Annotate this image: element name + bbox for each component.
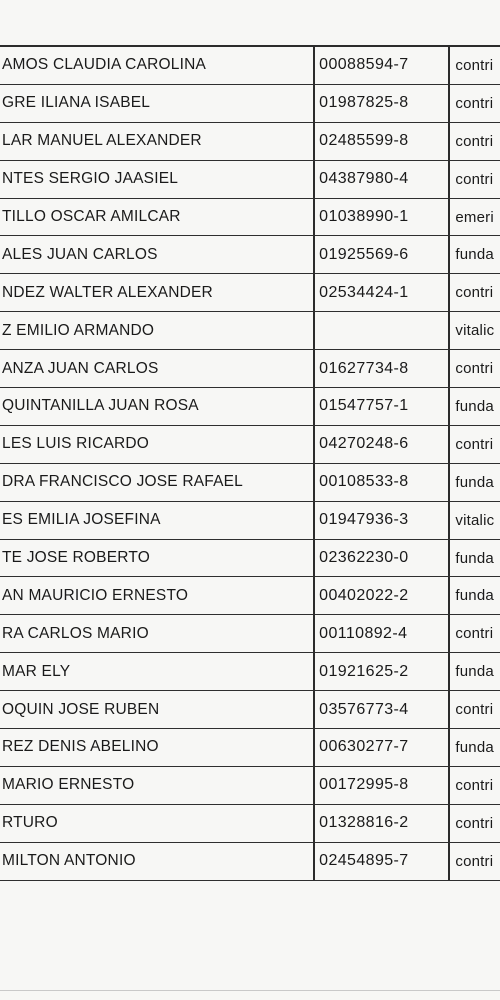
table-row bbox=[0, 161, 500, 199]
member-id-cell: 00110892-4 bbox=[315, 615, 450, 652]
table-row bbox=[0, 540, 500, 578]
member-name-cell: Z EMILIO ARMANDO bbox=[0, 312, 315, 349]
member-name-cell: ALES JUAN CARLOS bbox=[0, 236, 315, 273]
table-row bbox=[0, 653, 500, 691]
member-name-cell: MILTON ANTONIO bbox=[0, 843, 315, 880]
member-status-cell: contri bbox=[455, 284, 494, 302]
member-status-cell: contri bbox=[455, 435, 494, 453]
table-row bbox=[0, 47, 500, 85]
table-row bbox=[0, 464, 500, 502]
member-name-cell: AN MAURICIO ERNESTO bbox=[0, 577, 315, 614]
member-status-cell: contri bbox=[455, 814, 494, 832]
member-id-cell: 01987825-8 bbox=[315, 85, 450, 122]
member-name-cell: MAR ELY bbox=[0, 653, 315, 690]
member-id-cell: 04270248-6 bbox=[315, 426, 450, 463]
member-status-cell: vitalic bbox=[455, 322, 495, 340]
member-id-cell: 00088594-7 bbox=[315, 47, 450, 84]
member-id-cell: 03576773-4 bbox=[315, 691, 450, 728]
member-status-cell: emeri bbox=[455, 208, 494, 226]
table-row bbox=[0, 350, 500, 388]
member-status-cell: vitalic bbox=[455, 511, 495, 529]
table-row bbox=[0, 426, 500, 464]
member-id-cell: 02534424-1 bbox=[315, 274, 450, 311]
member-name-cell: TILLO OSCAR AMILCAR bbox=[0, 199, 315, 236]
member-id-cell: 00630277-7 bbox=[315, 729, 450, 766]
member-id-cell: 00108533-8 bbox=[315, 464, 450, 501]
member-status-cell: contri bbox=[455, 56, 494, 74]
member-name-cell: OQUIN JOSE RUBEN bbox=[0, 691, 315, 728]
member-id-cell: 01921625-2 bbox=[315, 653, 450, 690]
member-id-cell: 01627734-8 bbox=[315, 350, 450, 387]
table-row bbox=[0, 274, 500, 312]
member-status-cell: funda bbox=[455, 246, 494, 264]
member-name-cell: TE JOSE ROBERTO bbox=[0, 540, 315, 577]
member-name-cell: REZ DENIS ABELINO bbox=[0, 729, 315, 766]
member-name-cell: NDEZ WALTER ALEXANDER bbox=[0, 274, 315, 311]
table-row bbox=[0, 123, 500, 161]
table-row bbox=[0, 691, 500, 729]
table-row bbox=[0, 843, 500, 881]
member-status-cell: contri bbox=[455, 94, 494, 112]
member-id-cell: 01947936-3 bbox=[315, 502, 450, 539]
member-name-cell: GRE ILIANA ISABEL bbox=[0, 85, 315, 122]
table-row bbox=[0, 199, 500, 237]
member-status-cell: funda bbox=[455, 587, 494, 605]
table-row bbox=[0, 85, 500, 123]
member-id-cell: 02362230-0 bbox=[315, 540, 450, 577]
member-id-cell: 04387980-4 bbox=[315, 161, 450, 198]
member-status-cell: funda bbox=[455, 473, 494, 491]
member-status-cell: contri bbox=[455, 625, 494, 643]
table-row bbox=[0, 767, 500, 805]
member-id-cell: 02454895-7 bbox=[315, 843, 450, 880]
member-id-cell: 01547757-1 bbox=[315, 388, 450, 425]
table-row bbox=[0, 615, 500, 653]
member-name-cell: RA CARLOS MARIO bbox=[0, 615, 315, 652]
member-name-cell: LAR MANUEL ALEXANDER bbox=[0, 123, 315, 160]
table-row bbox=[0, 729, 500, 767]
member-status-cell: contri bbox=[455, 776, 494, 794]
member-id-cell bbox=[315, 312, 450, 349]
member-id-cell: 00172995-8 bbox=[315, 767, 450, 804]
member-name-cell: AMOS CLAUDIA CAROLINA bbox=[0, 47, 315, 84]
member-status-cell: funda bbox=[455, 397, 494, 415]
member-id-cell: 01925569-6 bbox=[315, 236, 450, 273]
member-status-cell: contri bbox=[455, 132, 494, 150]
member-name-cell: QUINTANILLA JUAN ROSA bbox=[0, 388, 315, 425]
table-row bbox=[0, 388, 500, 426]
member-status-cell: funda bbox=[455, 549, 494, 567]
member-status-cell: contri bbox=[455, 701, 494, 719]
member-status-cell: funda bbox=[455, 738, 494, 756]
member-name-cell: MARIO ERNESTO bbox=[0, 767, 315, 804]
member-id-cell: 00402022-2 bbox=[315, 577, 450, 614]
member-status-cell: contri bbox=[455, 170, 494, 188]
member-id-cell: 01038990-1 bbox=[315, 199, 450, 236]
table-row bbox=[0, 502, 500, 540]
member-name-cell: ANZA JUAN CARLOS bbox=[0, 350, 315, 387]
member-name-cell: ES EMILIA JOSEFINA bbox=[0, 502, 315, 539]
member-id-cell: 02485599-8 bbox=[315, 123, 450, 160]
page-edge-line bbox=[0, 990, 500, 991]
member-status-cell: funda bbox=[455, 663, 494, 681]
table-row bbox=[0, 312, 500, 350]
member-name-cell: NTES SERGIO JAASIEL bbox=[0, 161, 315, 198]
member-name-cell: LES LUIS RICARDO bbox=[0, 426, 315, 463]
members-table bbox=[0, 45, 500, 881]
table-row bbox=[0, 577, 500, 615]
member-name-cell: DRA FRANCISCO JOSE RAFAEL bbox=[0, 464, 315, 501]
table-row bbox=[0, 805, 500, 843]
member-status-cell: contri bbox=[455, 852, 494, 870]
member-id-cell: 01328816-2 bbox=[315, 805, 450, 842]
table-row bbox=[0, 236, 500, 274]
member-status-cell: contri bbox=[455, 360, 494, 378]
member-name-cell: RTURO bbox=[0, 805, 315, 842]
